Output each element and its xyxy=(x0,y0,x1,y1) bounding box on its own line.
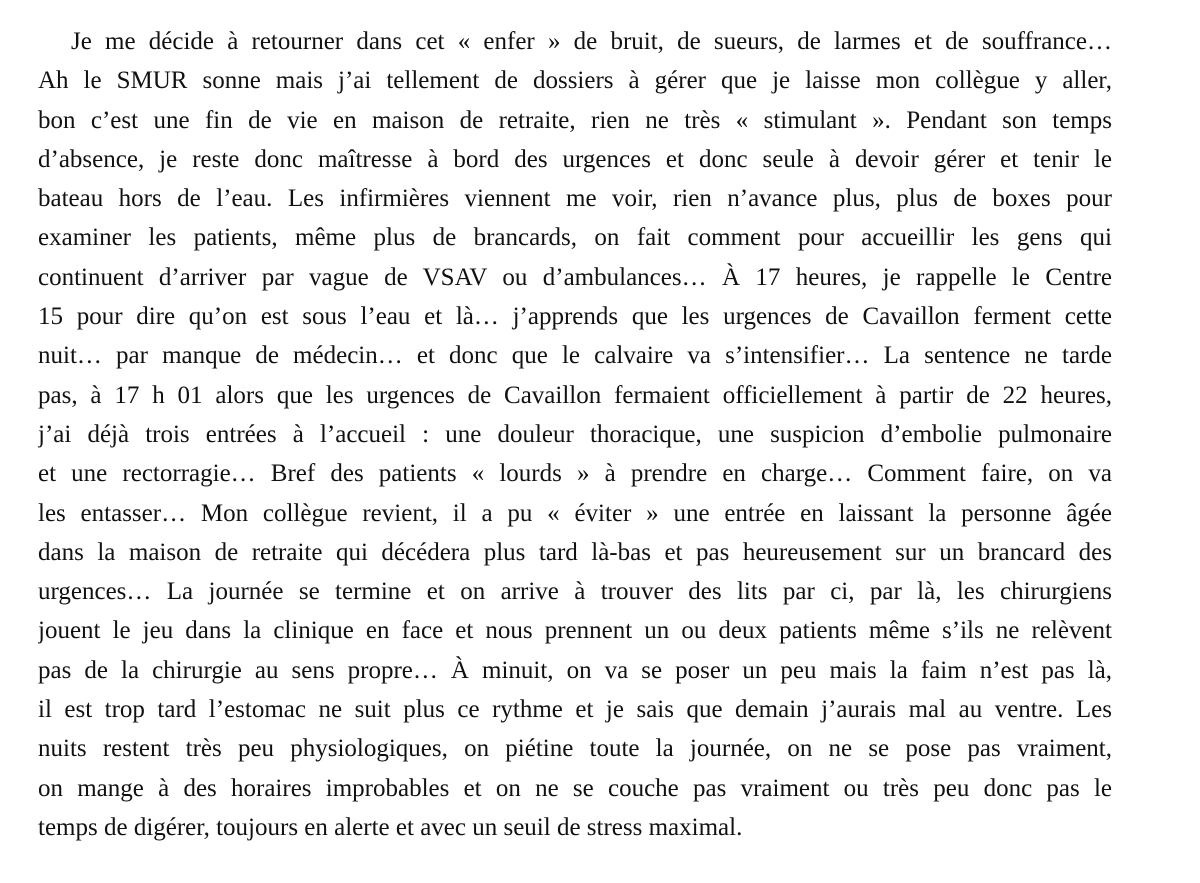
paragraph-line: pas de la chirurgie au sens propre… À minuit, on va se poser un peu mais la faim n’est pas là, xyxy=(38,656,1112,684)
paragraph-line: dans la maison de retraite qui décédera plus tard là-bas et pas heureusement sur un brancard des xyxy=(38,538,1112,566)
paragraph-line: nuit… par manque de médecin… et donc que le calvaire va s’intensifier… La sentence ne tarde xyxy=(38,342,1112,370)
paragraph-line: et une rectorragie… Bref des patients « lourds » à prendre en charge… Comment faire, on va xyxy=(38,460,1112,488)
paragraph-line: jouent le jeu dans la clinique en face et nous prennent un ou deux patients même s’ils ne relèvent xyxy=(38,617,1112,645)
paragraph-line: on mange à des horaires improbables et on ne se couche pas vraiment ou très peu donc pas le xyxy=(38,774,1112,802)
paragraph-line: d’absence, je reste donc maîtresse à bord des urgences et donc seule à devoir gérer et tenir le xyxy=(38,145,1112,173)
paragraph-line: bon c’est une fin de vie en maison de retraite, rien ne très « stimulant ». Pendant son temps xyxy=(38,106,1112,134)
paragraph-line: Ah le SMUR sonne mais j’ai tellement de dossiers à gérer que je laisse mon collègue y aller, xyxy=(38,67,1112,95)
paragraph-line: il est trop tard l’estomac ne suit plus ce rythme et je sais que demain j’aurais mal au ventre. Les xyxy=(38,696,1112,724)
document-page xyxy=(38,22,1112,847)
paragraph-line: les entasser… Mon collègue revient, il a pu « éviter » une entrée en laissant la personne âgée xyxy=(38,499,1112,527)
paragraph-line: pas, à 17 h 01 alors que les urgences de Cavaillon fermaient officiellement à partir de 22 heures, xyxy=(38,381,1112,409)
paragraph-line: nuits restent très peu physiologiques, on piétine toute la journée, on ne se pose pas vraiment, xyxy=(38,735,1112,763)
paragraph-line: urgences… La journée se termine et on arrive à trouver des lits par ci, par là, les chirurgiens xyxy=(38,578,1112,606)
paragraph-line: continuent d’arriver par vague de VSAV ou d’ambulances… À 17 heures, je rappelle le Centre xyxy=(38,263,1112,291)
paragraph-line: Je me décide à retourner dans cet « enfer » de bruit, de sueurs, de larmes et de souffrance… xyxy=(71,28,1112,55)
paragraph-line: temps de digérer, toujours en alerte et avec un seuil de stress maximal. xyxy=(38,813,743,841)
paragraph-line: bateau hors de l’eau. Les infirmières viennent me voir, rien n’avance plus, plus de boxes pour xyxy=(38,185,1112,213)
paragraph-line: j’ai déjà trois entrées à l’accueil : une douleur thoracique, une suspicion d’embolie pulmonaire xyxy=(38,420,1112,448)
paragraph-line: 15 pour dire qu’on est sous l’eau et là… j’apprends que les urgences de Cavaillon ferment cette xyxy=(38,303,1112,331)
paragraph-line: examiner les patients, même plus de brancards, on fait comment pour accueillir les gens qui xyxy=(38,224,1112,252)
